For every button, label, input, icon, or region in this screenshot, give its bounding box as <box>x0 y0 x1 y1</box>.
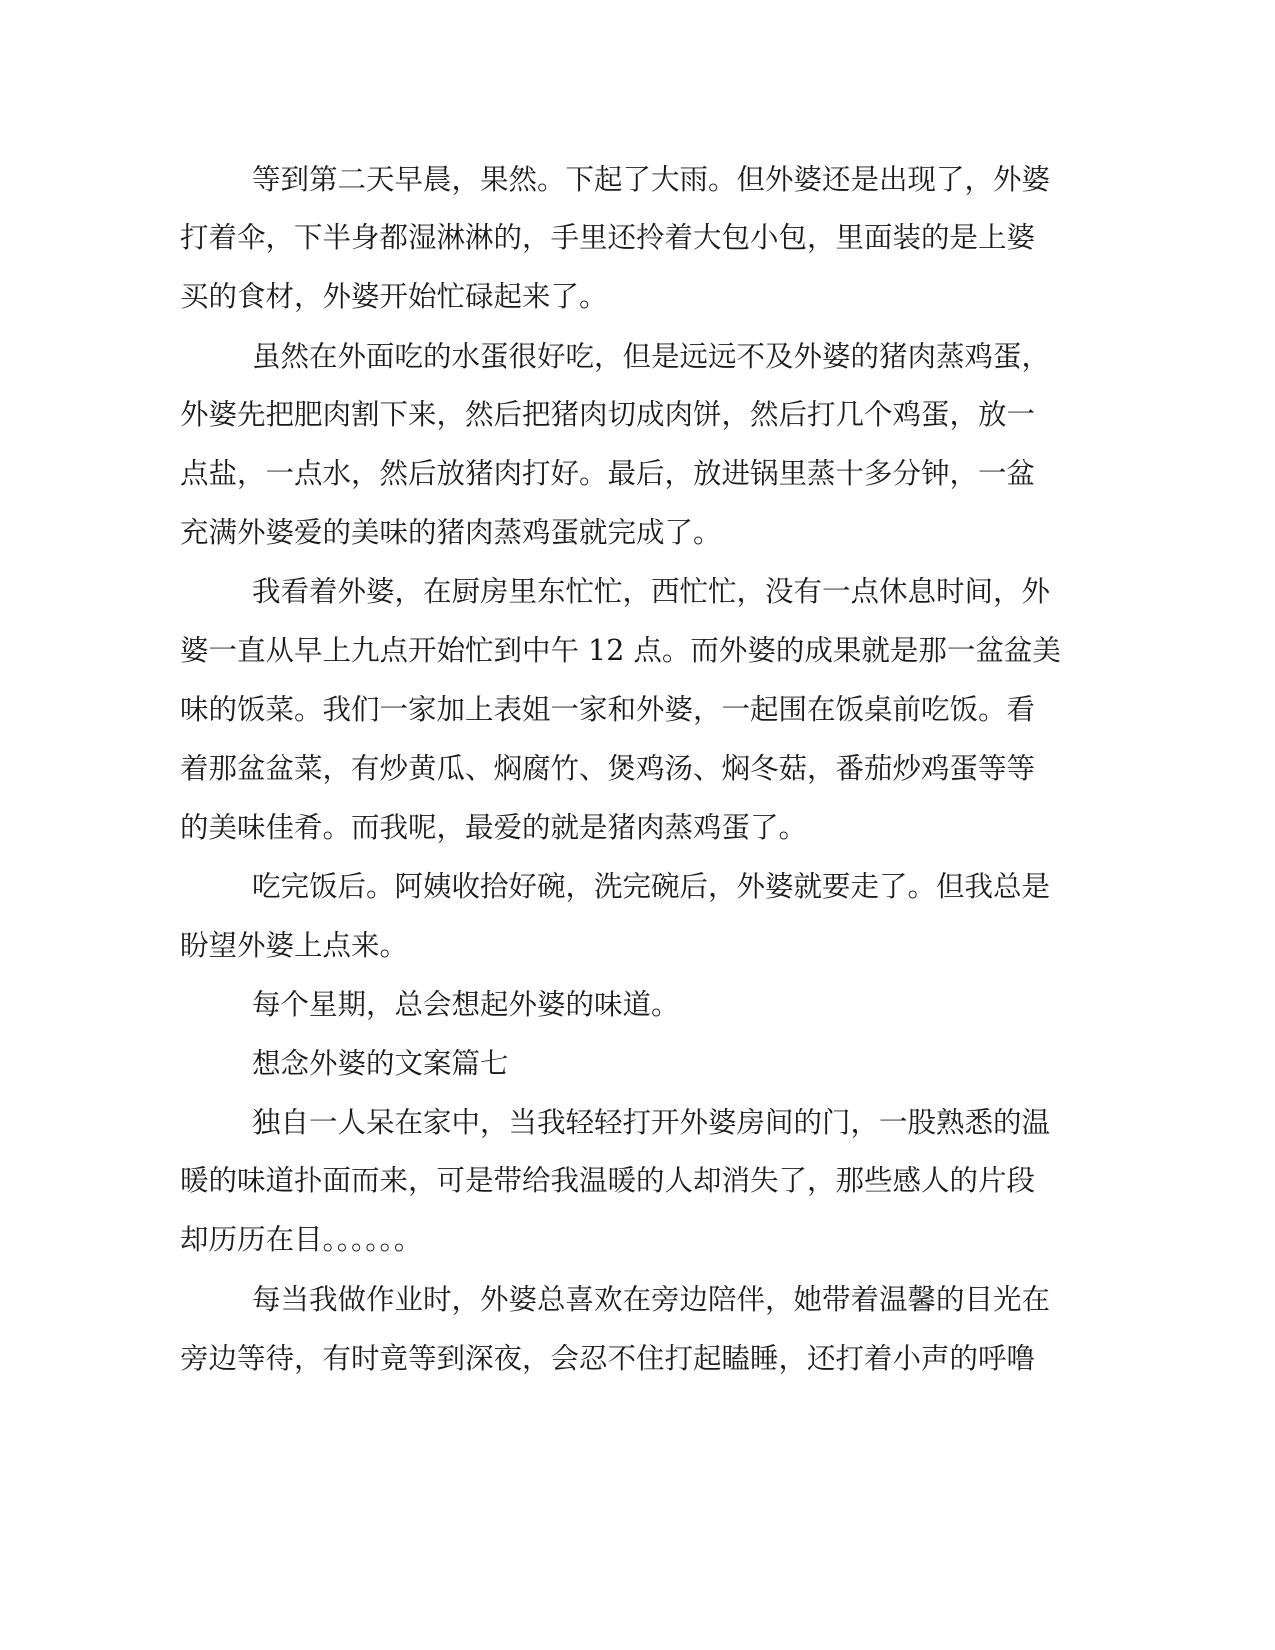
text-line: 每个星期，总会想起外婆的味道。 <box>252 988 680 1021</box>
text-line: 我看着外婆，在厨房里东忙忙，西忙忙，没有一点休息时间，外 <box>252 575 1051 608</box>
text-line: 却历历在目。。。。。。 <box>180 1223 423 1256</box>
text-line: 的美味佳肴。而我呢，最爱的就是猪肉蒸鸡蛋了。 <box>180 811 808 844</box>
text-line: 盼望外婆上点来。 <box>180 929 409 962</box>
text-line: 暖的味道扑面而来，可是带给我温暖的人却消失了，那些感人的片段 <box>180 1164 1036 1197</box>
text-line: 等到第二天早晨，果然。下起了大雨。但外婆还是出现了，外婆 <box>252 163 1051 196</box>
text-line: 味的饭菜。我们一家加上表姐一家和外婆，一起围在饭桌前吃饭。看 <box>180 693 1036 726</box>
text-line: 着那盆盆菜，有炒黄瓜、焖腐竹、煲鸡汤、焖冬菇，番茄炒鸡蛋等等 <box>180 752 1036 785</box>
text-line: 独自一人呆在家中，当我轻轻打开外婆房间的门，一股熟悉的温 <box>252 1106 1051 1139</box>
text-line: 点盐，一点水，然后放猪肉打好。最后，放进锅里蒸十多分钟，一盆 <box>180 457 1036 490</box>
text-line: 旁边等待，有时竟等到深夜，会忍不住打起瞌睡，还打着小声的呼噜 <box>180 1342 1036 1375</box>
text-line: 买的食材，外婆开始忙碌起来了。 <box>180 280 608 313</box>
text-line: 吃完饭后。阿姨收拾好碗，洗完碗后，外婆就要走了。但我总是 <box>252 870 1051 903</box>
text-line: 每当我做作业时，外婆总喜欢在旁边陪伴，她带着温馨的目光在 <box>252 1283 1051 1316</box>
text-line: 虽然在外面吃的水蛋很好吃，但是远远不及外婆的猪肉蒸鸡蛋， <box>252 340 1051 373</box>
section-heading: 想念外婆的文案篇七 <box>252 1047 509 1080</box>
text-line: 婆一直从早上九点开始忙到中午 12 点。而外婆的成果就是那一盆盆美 <box>180 634 1061 667</box>
text-line: 充满外婆爱的美味的猪肉蒸鸡蛋就完成了。 <box>180 516 722 549</box>
text-line: 外婆先把肥肉割下来，然后把猪肉切成肉饼，然后打几个鸡蛋，放一 <box>180 398 1036 431</box>
text-line: 打着伞，下半身都湿淋淋的，手里还拎着大包小包，里面装的是上婆 <box>180 221 1036 254</box>
